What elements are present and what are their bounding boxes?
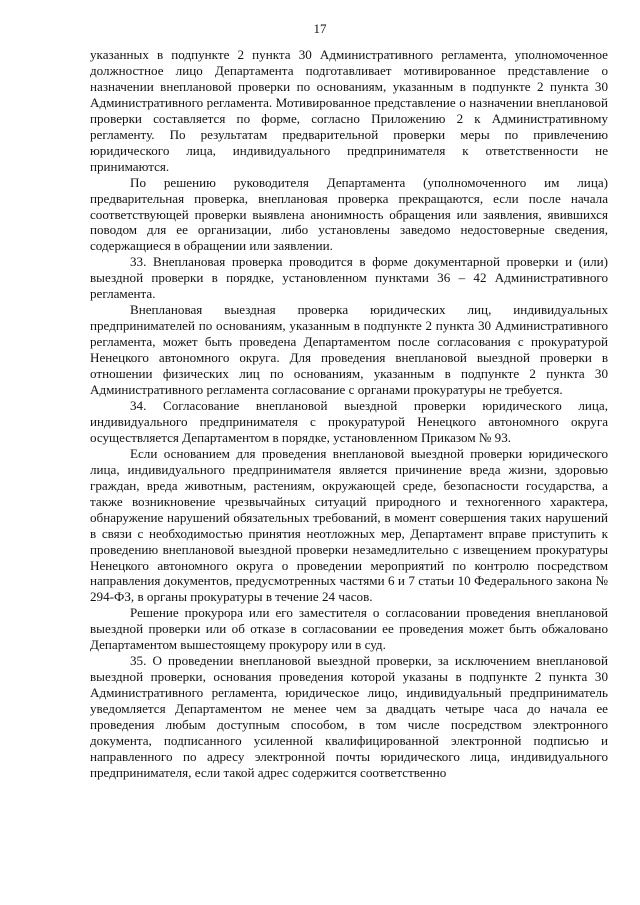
paragraph-35: 35. О проведении внеплановой выездной проверки, за исключением внеплановой выездной проверки, основания проведения которой указаны в подпункте 2 пункта 30 Административного регламента, юридическое лицо, индивидуальный предприниматель уведомляется Департаментом не менее чем за двадцать четыре часа до начала ее проведения любым доступным способом, в том числе посредством электронного документа, подписанного усиленной квалифицированной электронной подписью и направленного по адресу электронной почты юридического лица, индивидуального предпринимателя, если такой адрес содержится соответственно — [90, 653, 608, 780]
paragraph-33: 33. Внеплановая проверка проводится в форме документарной проверки и (или) выездной проверки в порядке, установленном пунктами 36 – 42 Административного регламента. — [90, 254, 608, 302]
paragraph-unscheduled-field-inspection: Внеплановая выездная проверка юридических лиц, индивидуальных предпринимателей по основаниям, указанным в подпункте 2 пункта 30 Административного регламента, может быть проведена Департаментом после согласования с прокуратурой Ненецкого автономного округа. Для проведения внеплановой выездной проверки в отношении физических лиц по основаниям, указанным в подпункте 2 пункта 30 Административного регламента согласование с органами прокуратуры не требуется. — [90, 302, 608, 398]
paragraph-termination-decision: По решению руководителя Департамента (уполномоченного им лица) предварительная проверка, внеплановая проверка прекращаются, если после начала соответствующей проверки выявлена анонимность обращения или заявления, явившихся поводом для ее организации, либо установлены заведомо недостоверные сведения, содержащиеся в обращении или заявлении. — [90, 174, 608, 254]
document-body — [90, 47, 608, 781]
paragraph-continuation: указанных в подпункте 2 пункта 30 Административного регламента, уполномоченное должностное лицо Департамента подготавливает мотивированное представление о назначении внеплановой проверки по основаниям, указанным в подпункте 2 пункта 30 Административного регламента. Мотивированное представление о назначении внеплановой проверки составляется по форме, согласно Приложению 2 к Административному регламенту. По результатам предварительной проверки меры по привлечению юридического лица, индивидуального предпринимателя к ответственности не принимаются. — [90, 47, 608, 174]
paragraph-34: 34. Согласование внеплановой выездной проверки юридического лица, индивидуального предпринимателя с прокуратурой Ненецкого автономного округа осуществляется Департаментом в порядке, установленном Приказом № 93. — [90, 397, 608, 445]
paragraph-prosecutor-decision: Решение прокурора или его заместителя о согласовании проведения внеплановой выездной проверки или об отказе в согласовании ее проведения может быть обжаловано Департаментом вышестоящему прокурору или в суд. — [90, 605, 608, 653]
paragraph-urgent-grounds: Если основанием для проведения внеплановой выездной проверки юридического лица, индивидуального предпринимателя является причинение вреда жизни, здоровью граждан, вреда животным, растениям, окружающей среде, безопасности государства, а также возникновение чрезвычайных ситуаций природного и техногенного характера, обнаружение нарушений обязательных требований, в момент совершения таких нарушений в связи с необходимостью принятия неотложных мер, Департамент вправе приступить к проведению внеплановой выездной проверки незамедлительно с извещением прокуратуры Ненецкого автономного округа о проведении мероприятий по контролю посредством направления документов, предусмотренных частями 6 и 7 статьи 10 Федерального закона № 294-ФЗ, в органы прокуратуры в течение 24 часов. — [90, 445, 608, 605]
page-number: 17 — [313, 21, 327, 36]
